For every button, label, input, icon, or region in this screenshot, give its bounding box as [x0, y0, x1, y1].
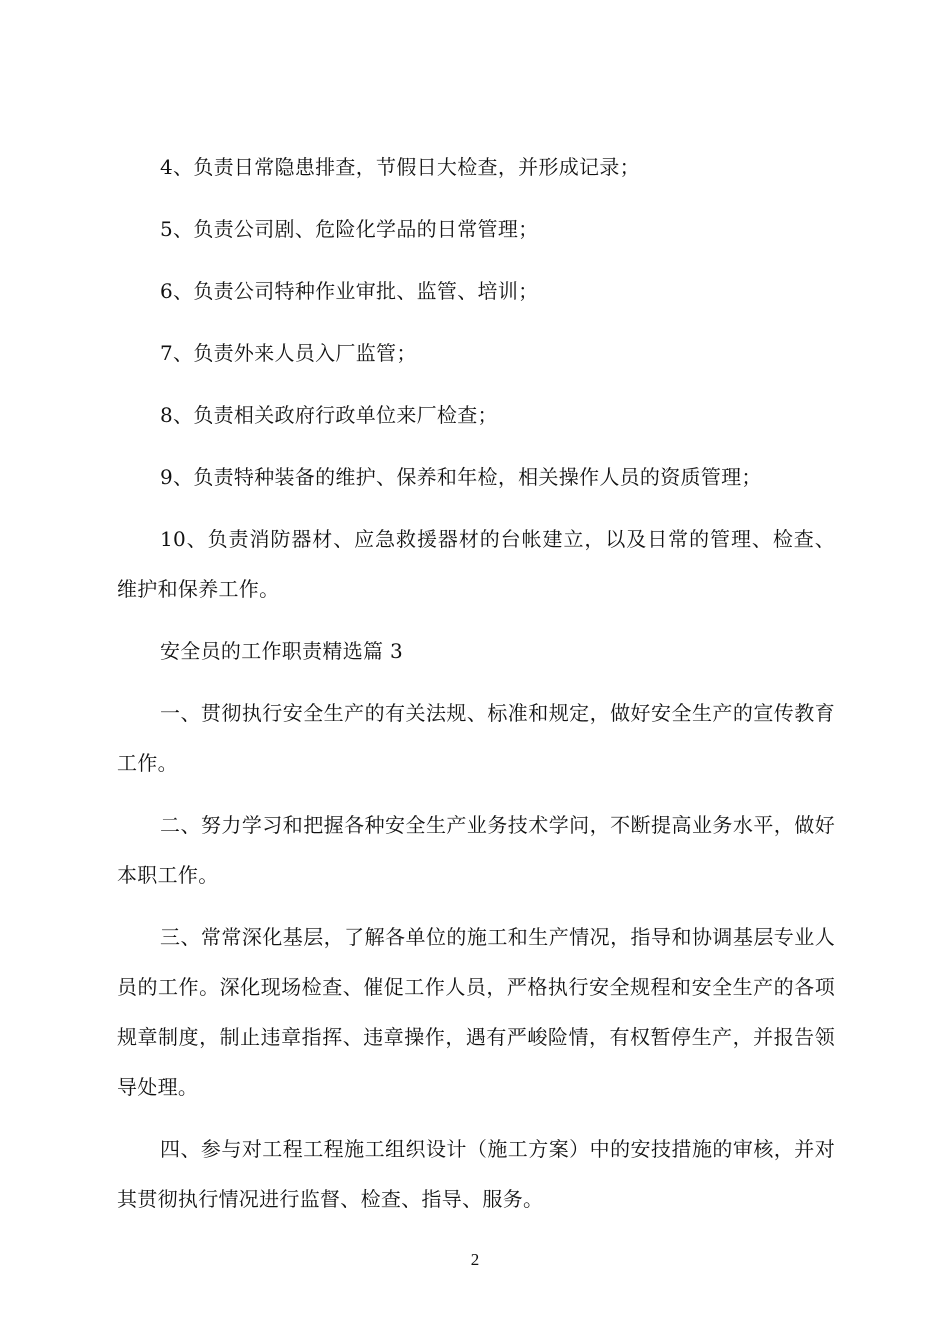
paragraph-duty-3: 三、常常深化基层，了解各单位的施工和生产情况，指导和协调基层专业人员的工作。深化现场检查、催促工作人员，严格执行安全规程和安全生产的各项规章制度，制止违章指挥、违章操作，遇有严峻险情，有权暂停生产，并报告领导处理。 [117, 925, 835, 1099]
paragraph-item-6: 6、负责公司特种作业审批、监管、培训； [160, 279, 539, 303]
paragraph-item-7: 7、负责外来人员入厂监管； [160, 341, 417, 365]
paragraph-duty-4: 四、参与对工程工程施工组织设计（施工方案）中的安技措施的审核，并对其贯彻执行情况进行监督、检查、指导、服务。 [117, 1137, 835, 1211]
paragraph-item-5: 5、负责公司剧、危险化学品的日常管理； [160, 217, 539, 241]
paragraph-item-10: 10、负责消防器材、应急救援器材的台帐建立，以及日常的管理、检查、维护和保养工作。 [117, 527, 835, 601]
paragraph-duty-2: 二、努力学习和把握各种安全生产业务技术学问，不断提高业务水平，做好本职工作。 [117, 813, 835, 887]
paragraph-item-4: 4、负责日常隐患排查，节假日大检查，并形成记录； [160, 155, 640, 179]
paragraph-item-8: 8、负责相关政府行政单位来厂检查； [160, 403, 498, 427]
paragraph-item-9: 9、负责特种装备的维护、保养和年检，相关操作人员的资质管理； [160, 465, 762, 489]
page-number: 2 [470, 1250, 480, 1269]
paragraph-duty-1: 一、贯彻执行安全生产的有关法规、标准和规定，做好安全生产的宣传教育工作。 [117, 701, 835, 775]
section-heading: 安全员的工作职责精选篇 3 [160, 639, 403, 663]
